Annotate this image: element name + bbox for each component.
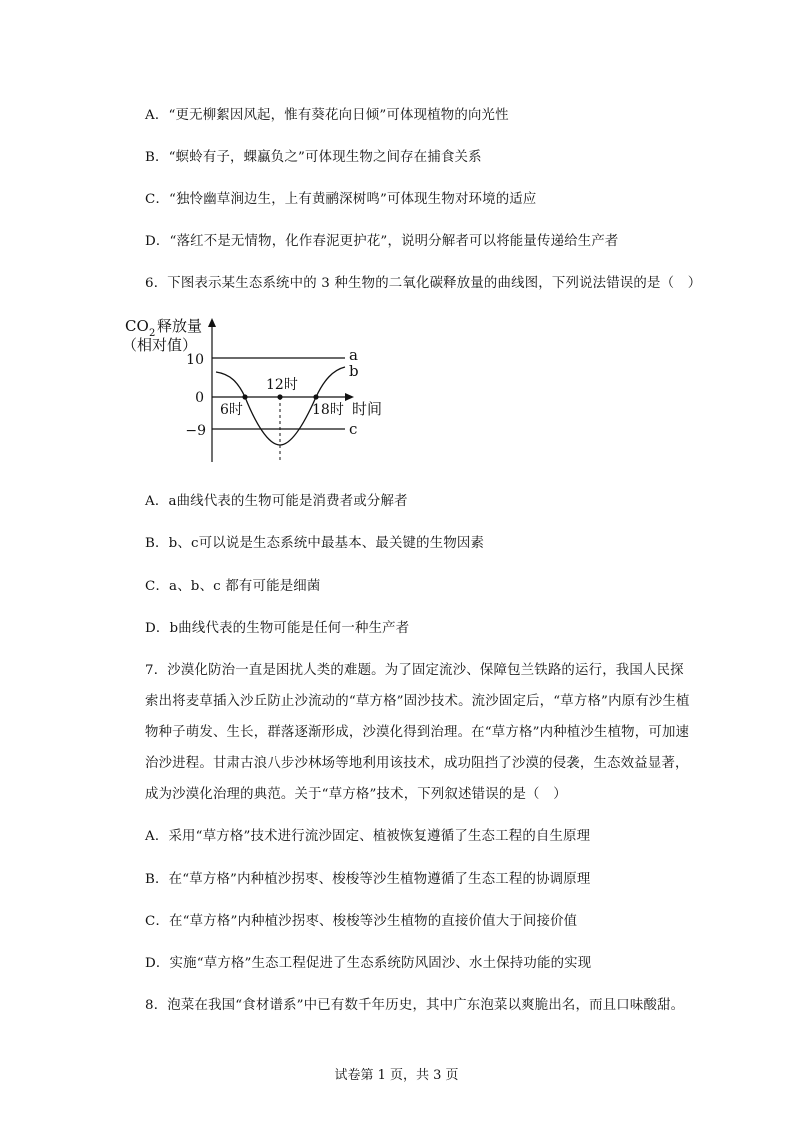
point-12h <box>277 394 282 399</box>
q8-stem: 8．泡菜在我国“食材谱系”中已有数千年历史，其中广东泡菜以爽脆出名，而且口味酸甜。 <box>145 998 685 1013</box>
ylabel-subscript: 2 <box>149 328 156 339</box>
ytick-10: 10 <box>186 352 204 368</box>
q7-stem-line-1: 7．沙漠化防治一直是困扰人类的难题。为了固定流沙、保障包兰铁路的运行，我国人民探 <box>145 663 684 678</box>
curve-b-label: b <box>349 362 359 380</box>
q7-option-c: C．在“草方格”内种植沙拐枣、梭梭等沙生植物的直接价值大于间接价值 <box>145 914 578 929</box>
curve-a-label: a <box>349 346 358 364</box>
q5-option-b: B．“螟蛉有子，蜾蠃负之”可体现生物之间存在捕食关系 <box>145 150 482 165</box>
q6-option-b: B．b、c可以说是生态系统中最基本、最关键的生物因素 <box>145 536 485 551</box>
ylabel-co2: CO <box>125 317 149 335</box>
q6-option-a: A．a曲线代表的生物可能是消费者或分解者 <box>145 494 408 509</box>
q7-stem-line-2: 索出将麦草插入沙丘防止沙流动的“草方格”固沙技术。流沙固定后，“草方格”内原有沙生植 <box>145 694 690 709</box>
point-6h <box>242 394 247 399</box>
q7-stem-line-3: 物种子萌发、生长，群落逐渐形成，沙漠化得到治理。在“草方格”内种植沙生植物，可加速 <box>145 725 690 740</box>
ytick-0: 0 <box>195 390 204 406</box>
page-footer: 试卷第 1 页，共 3 页 <box>334 1068 459 1083</box>
q5-option-d: D．“落红不是无情物，化作春泥更护花”，说明分解者可以将能量传递给生产者 <box>145 234 619 249</box>
q5-option-c: C．“独怜幽草涧边生，上有黄鹂深树鸣”可体现生物对环境的适应 <box>145 192 537 207</box>
point-18h <box>313 394 318 399</box>
q6-option-c: C．a、b、c 都有可能是细菌 <box>145 579 321 594</box>
co2-curve-diagram <box>120 312 400 467</box>
q6-stem: 6．下图表示某生态系统中的 3 种生物的二氧化碳释放量的曲线图，下列说法错误的是（ ） <box>145 276 702 291</box>
y-axis-arrow <box>208 318 216 327</box>
q7-option-a: A．采用“草方格”技术进行流沙固定、植被恢复遵循了生态工程的自生原理 <box>145 829 591 844</box>
ylabel-release: 释放量 <box>157 317 203 335</box>
q7-option-d: D．实施“草方格”生态工程促进了生态系统防风固沙、水土保持功能的实现 <box>145 956 592 971</box>
curve-c-label: c <box>349 420 358 438</box>
q5-option-a: A．“更无柳絮因风起，惟有葵花向日倾”可体现植物的向光性 <box>145 108 509 123</box>
q7-stem-line-5: 成为沙漠化治理的典范。关于“草方格”技术，下列叙述错误的是（ ） <box>145 787 567 802</box>
q7-option-b: B．在“草方格”内种植沙拐枣、梭梭等沙生植物遵循了生态工程的协调原理 <box>145 872 591 887</box>
ylabel-relative: （相对值） <box>122 336 198 354</box>
label-12h: 12时 <box>266 377 298 393</box>
q7-stem-line-4: 治沙进程。甘肃古浪八步沙林场等地利用该技术，成功阻挡了沙漠的侵袭，生态效益显著， <box>145 756 689 771</box>
co2-release-figure <box>120 312 400 471</box>
ytick-minus9: −9 <box>185 423 206 439</box>
label-18h: 18时 <box>312 402 344 418</box>
q6-option-d: D．b曲线代表的生物可能是任何一种生产者 <box>145 621 410 636</box>
label-6h: 6时 <box>220 402 243 418</box>
xlabel-time: 时间 <box>352 400 383 418</box>
